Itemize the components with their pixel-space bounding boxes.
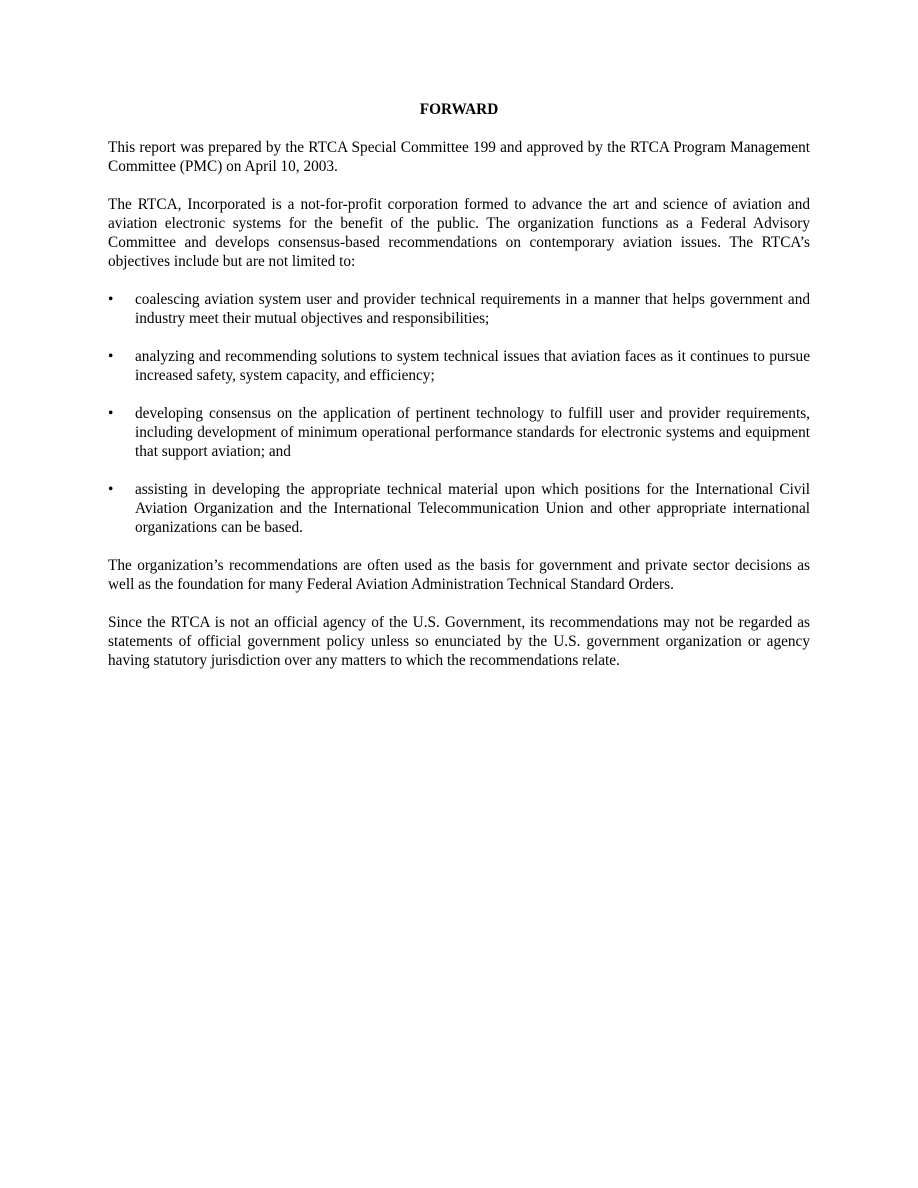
list-item [108, 290, 810, 328]
bullet-icon: • [108, 348, 114, 365]
list-item-text: developing consensus on the application of pertinent technology to fulfill user and provider requirements, including development of minimum operational performance standards for electronic systems and equipment that support aviation; and [135, 405, 810, 460]
list-item [108, 347, 810, 385]
objectives-list [108, 290, 810, 537]
list-item [108, 404, 810, 461]
bullet-icon: • [108, 481, 114, 498]
intro-paragraph: This report was prepared by the RTCA Special Committee 199 and approved by the RTCA Program Management Committee (PMC) on April 10, 2003. [108, 139, 810, 175]
list-item-text: coalescing aviation system user and provider technical requirements in a manner that helps government and industry meet their mutual objectives and responsibilities; [135, 291, 810, 327]
about-paragraph: The RTCA, Incorporated is a not-for-profit corporation formed to advance the art and science of aviation and aviation electronic systems for the benefit of the public. The organization functions as a Federal Advisory Committee and develops consensus-based recommendations on contemporary aviation issues. The RTCA’s objectives include but are not limited to: [108, 196, 810, 270]
list-item-text: analyzing and recommending solutions to system technical issues that aviation faces as it continues to pursue increased safety, system capacity, and efficiency; [135, 348, 810, 384]
page-content [108, 100, 810, 689]
list-item [108, 480, 810, 537]
recommendations-paragraph: The organization’s recommendations are often used as the basis for government and private sector decisions as well as the foundation for many Federal Aviation Administration Technical Standard Orders. [108, 557, 810, 593]
disclaimer-paragraph: Since the RTCA is not an official agency of the U.S. Government, its recommendations may not be regarded as statements of official government policy unless so enunciated by the U.S. government organization or agency having statutory jurisdiction over any matters to which the recommendations relate. [108, 614, 810, 669]
bullet-icon: • [108, 405, 114, 422]
list-item-text: assisting in developing the appropriate technical material upon which positions for the International Civil Aviation Organization and the International Telecommunication Union and other appropriate international organizations can be based. [135, 481, 810, 536]
page-title: FORWARD [419, 101, 499, 118]
bullet-icon: • [108, 291, 114, 308]
